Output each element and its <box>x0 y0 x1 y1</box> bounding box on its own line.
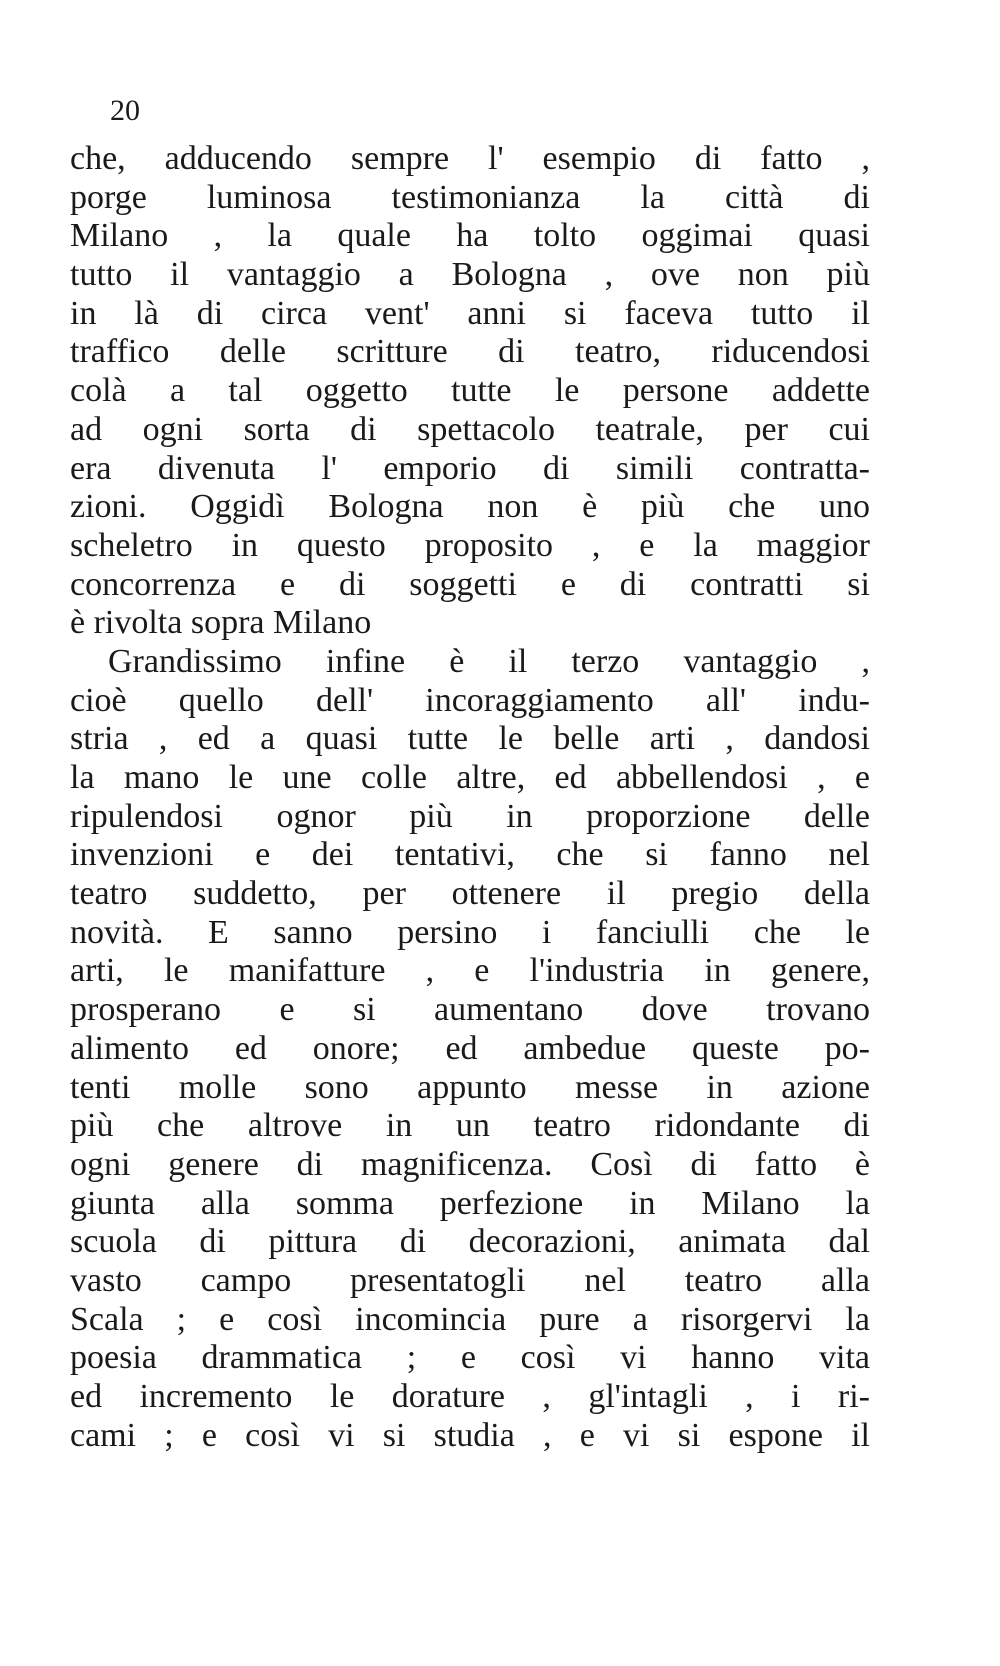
text-line: colà a tal oggetto tutte le persone addette <box>70 372 870 410</box>
text-line: teatro suddetto, per ottenere il pregio della <box>70 875 870 913</box>
text-line: zioni. Oggidì Bologna non è più che uno <box>70 488 870 526</box>
text-line: in là di circa vent' anni si faceva tutto il <box>70 294 870 332</box>
text-line: Milano , la quale ha tolto oggimai quasi <box>70 217 870 255</box>
text-line: alimento ed onore; ed ambedue queste po- <box>70 1029 870 1067</box>
text-line: giunta alla somma perfezione in Milano la <box>70 1184 870 1222</box>
page-number: 20 <box>110 94 140 127</box>
text-line: che, adducendo sempre l' esempio di fatto , <box>70 140 870 177</box>
text-line: scheletro in questo proposito , e la maggior <box>70 526 870 564</box>
text-line: più che altrove in un teatro ridondante di <box>70 1107 870 1145</box>
text-line: Scala ; e così incomincia pure a risorgervi la <box>70 1300 870 1338</box>
text-line: la mano le une colle altre, ed abbellendosi , e <box>70 759 870 796</box>
text-line: vasto campo presentatogli nel teatro alla <box>70 1261 870 1299</box>
text-line: era divenuta l' emporio di simili contratta- <box>70 449 870 487</box>
text-line: ed incremento le dorature , gl'intagli , i ri- <box>70 1378 870 1415</box>
text-line: invenzioni e dei tentativi, che si fanno nel <box>70 836 870 874</box>
text-line: concorrenza e di soggetti e di contratti si <box>70 565 870 603</box>
text-line: poesia drammatica ; e così vi hanno vita <box>70 1339 870 1377</box>
text-line: tenti molle sono appunto messe in azione <box>70 1068 870 1106</box>
text-line: arti, le manifatture , e l'industria in genere, <box>70 952 870 990</box>
text-line: tutto il vantaggio a Bologna , ove non più <box>70 256 870 294</box>
text-line: ad ogni sorta di spettacolo teatrale, per cui <box>70 410 870 448</box>
text-line: ripulendosi ognor più in proporzione delle <box>70 797 870 835</box>
text-line: cami ; e così vi si studia , e vi si espone il <box>70 1416 870 1454</box>
text-line: cioè quello dell' incoraggiamento all' indu- <box>70 681 870 719</box>
text-line: ogni genere di magnificenza. Così di fatto è <box>70 1145 870 1183</box>
text-line: traffico delle scritture di teatro, riducendosi <box>70 333 870 371</box>
text-line: stria , ed a quasi tutte le belle arti , dandosi <box>70 720 870 758</box>
text-line: prosperano e si aumentano dove trovano <box>70 991 870 1029</box>
text-line: porge luminosa testimonianza la città di <box>70 178 870 216</box>
text-line: scuola di pittura di decorazioni, animata dal <box>70 1223 870 1261</box>
text-line: è rivolta sopra Milano <box>70 604 372 642</box>
text-line: novità. E sanno persino i fanciulli che le <box>70 913 870 951</box>
body-text <box>70 140 870 1455</box>
paragraph-first-line: Grandissimo infine è il terzo vantaggio , <box>108 642 870 680</box>
